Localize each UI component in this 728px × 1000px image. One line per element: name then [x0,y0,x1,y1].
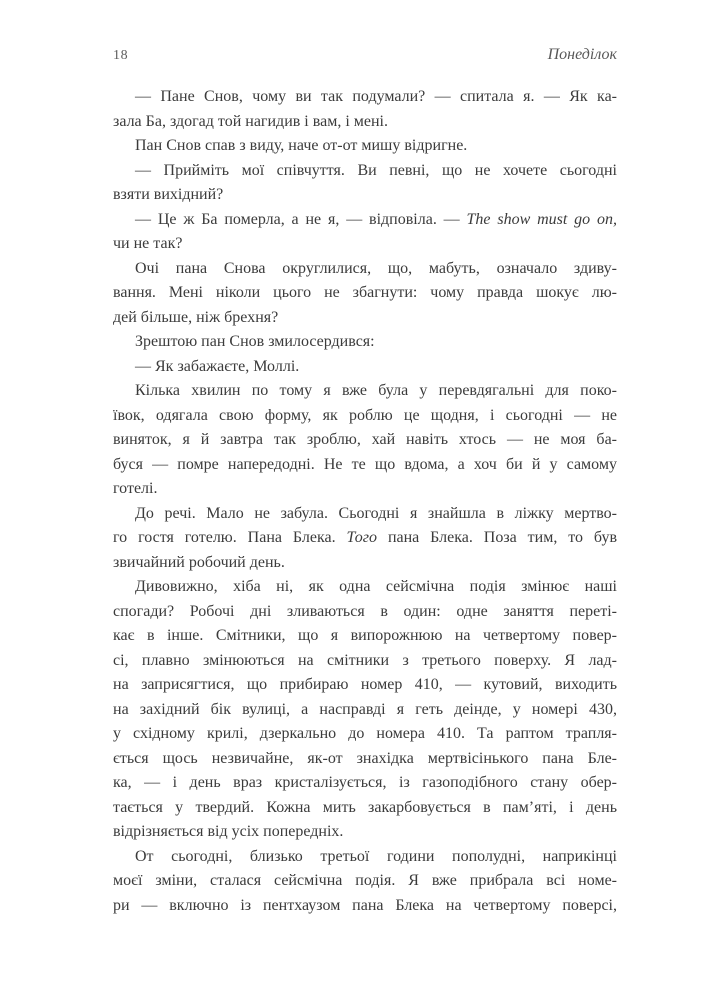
text-line: виняток, я й завтра так зроблю, хай навіть хтось — не моя ба- [113,431,617,448]
text-line: Очі пана Снова округлилися, що, мабуть, означало здиву- [135,259,617,277]
text-line: Дивовижно, хіба ні, як одна сейсмічна подія змінює наші [135,578,617,595]
body-text [113,85,617,918]
text-line: у східному крилі, дзеркально до номера 410. Та раптом трапля- [113,725,617,742]
text-line: зала Ба, здогад той нагидив і вам, і мені. [113,112,388,130]
text-line: сі, плавно змінюються на смітники з третього поверху. Я лад- [113,651,617,669]
text-line: ється щось незвичайне, як-от знахідка мертвісінького пана Бле- [113,749,617,767]
text-line: тається у твердий. Кожна мить закарбовується в пам’яті, і день [113,798,617,816]
text-line: До речі. Мало не забула. Сьогодні я знайшла в ліжку мертво- [135,504,617,522]
text-line: ївок, одягала свою форму, як роблю це щодня, і сьогодні — не [113,406,617,424]
text-line: готелі. [113,480,158,497]
text-line: звичайний робочий день. [113,553,285,571]
text-line: взяти вихідний? [113,186,224,203]
text-line: кає в інше. Смітники, що я випорожнюю на четвертому повер- [113,627,617,644]
text-line: — Пане Снов, чому ви так подумали? — спитала я. — Як ка- [135,88,617,105]
text-line: — Прийміть мої співчуття. Ви певні, що не хочете сьогодні [135,161,617,179]
text-line: дей більше, ніж брехня? [113,308,279,326]
text-line: Кілька хвилин по тому я вже була у перевдягальні для поко- [135,382,617,399]
text-line: чи не так? [113,235,183,252]
text-line: на західний бік вулиці, а насправді я геть деінде, у номері 430, [113,700,617,718]
text-line: ри — включно із пентхаузом пана Блека на четвертому поверсі, [113,896,617,914]
text-line: го гостя готелю. Пана Блека. Того пана Блека. Поза тим, то був [113,529,617,546]
running-head-chapter: Понеділок [547,46,617,63]
text-line: От сьогодні, близько третьої години пополудні, наприкінці [135,847,617,865]
text-line: — Це ж Ба померла, а не я, — відповіла. — The show must go on, [135,210,617,228]
text-line: спогади? Робочі дні зливаються в один: одне заняття переті- [113,602,617,620]
text-line: ка, — і день враз кристалізується, із газоподібного стану обер- [113,774,617,791]
text-line: — Як забажаєте, Моллі. [135,357,300,375]
page-number: 18 [113,48,129,63]
text-line: Зрештою пан Снов змилосердився: [135,333,375,350]
text-line: буся — помре напередодні. Не те що вдома, а хоч би й у самому [113,455,617,473]
text-line: вання. Мені ніколи цього не збагнути: чому правда шокує лю- [113,284,617,301]
page-header [113,46,617,64]
text-line: відрізняється від усіх попередніх. [113,823,344,840]
text-line: Пан Снов спав з виду, наче от-от мишу відригне. [135,137,468,154]
text-line: моєї зміни, сталася сейсмічна подія. Я вже прибрала всі номе- [113,872,617,889]
text-line: на заприсягтися, що прибираю номер 410, — кутовий, виходить [113,676,617,693]
